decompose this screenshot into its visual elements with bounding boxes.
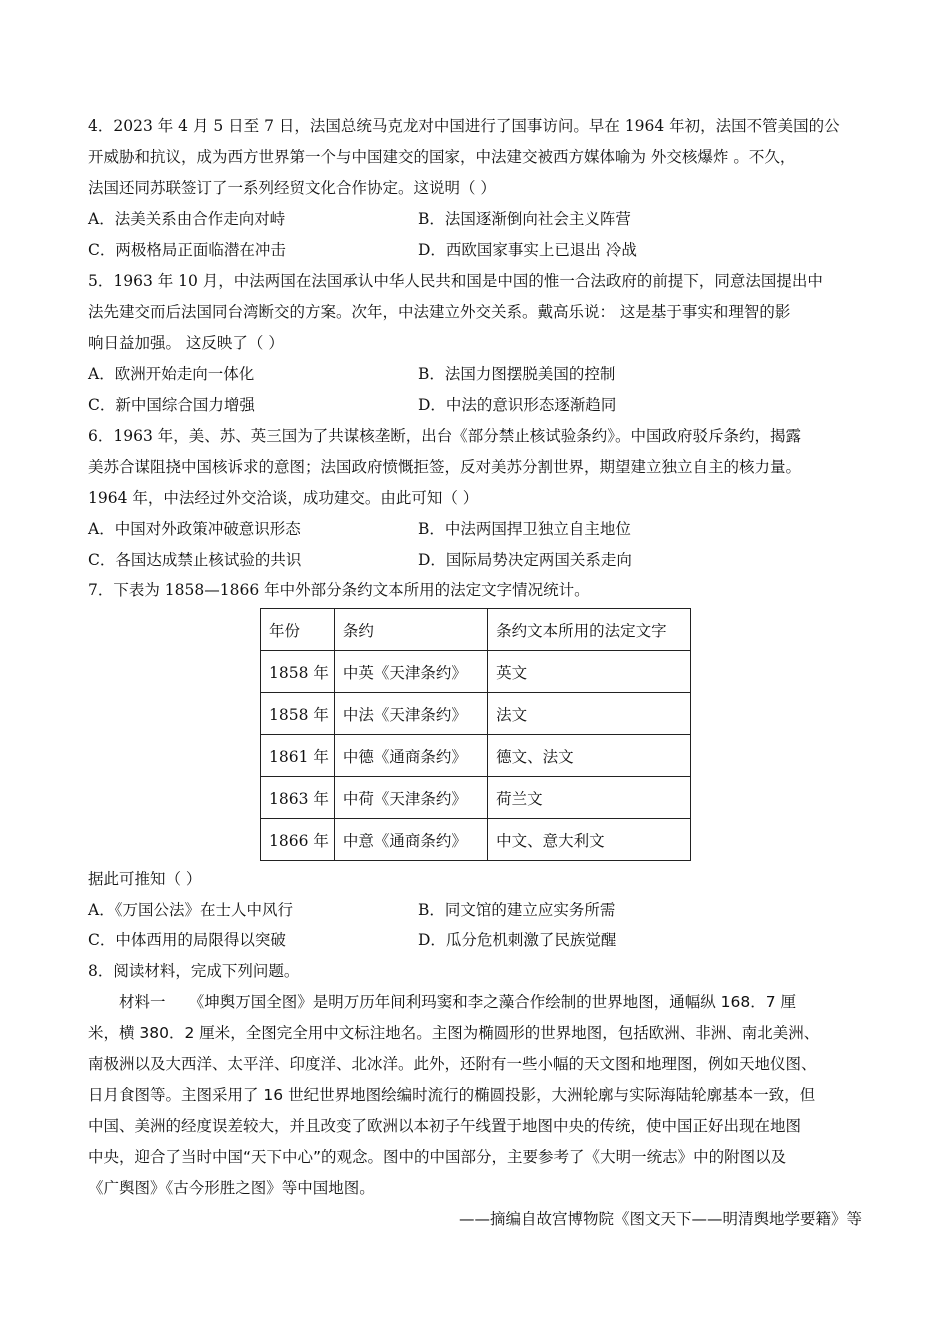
table-row — [261, 693, 691, 735]
q6-line-3: 1964 年，中法经过外交洽谈，成功建交。由此可知（ ） — [88, 489, 479, 507]
q6-option-d: D．国际局势决定两国关系走向 — [418, 551, 632, 569]
table-row — [261, 735, 691, 777]
table-header-year: 年份 — [261, 609, 335, 651]
q5-option-b: B．法国力图摆脱美国的控制 — [418, 365, 616, 383]
q5-line-3: 响日益加强。 这反映了（ ） — [88, 334, 284, 352]
q4-option-d: D．西欧国家事实上已退出 冷战 — [418, 241, 637, 259]
table-cell: 法文 — [488, 693, 691, 735]
q6-option-a: A．中国对外政策冲破意识形态 — [88, 520, 301, 538]
q7-option-c: C．中体西用的局限得以突破 — [88, 931, 286, 949]
table-cell: 中意《通商条约》 — [334, 819, 487, 861]
q8-material-line-3: 南极洲以及大西洋、太平洋、印度洋、北冰洋。此外，还附有一些小幅的天文图和地理图，例如天地仪图、 — [88, 1055, 817, 1073]
q4-option-b: B．法国逐渐倒向社会主义阵营 — [418, 210, 631, 228]
q8-material-line-2: 米，横 380．2 厘米，全图完全用中文标注地名。主图为椭圆形的世界地图，包括欧洲、非洲、南北美洲、 — [88, 1024, 820, 1042]
table-cell: 中荷《天津条约》 — [334, 777, 487, 819]
table-cell: 中文、意大利文 — [488, 819, 691, 861]
q5-option-c: C．新中国综合国力增强 — [88, 396, 255, 414]
q6-line-1: 6．1963 年，美、苏、英三国为了共谋核垄断，出台《部分禁止核试验条约》。中国政府驳斥条约，揭露 — [88, 427, 801, 445]
table-header-language: 条约文本所用的法定文字 — [488, 609, 691, 651]
table-cell: 中法《天津条约》 — [334, 693, 487, 735]
q8-material-line-4: 日月食图等。主图采用了 16 世纪世界地图绘编时流行的椭圆投影，大洲轮廓与实际海陆轮廓基本一致，但 — [88, 1086, 816, 1104]
q5-option-a: A．欧洲开始走向一体化 — [88, 365, 255, 383]
q4-option-c: C．两极格局正面临潜在冲击 — [88, 241, 286, 259]
table-header-row — [261, 609, 691, 651]
treaty-table — [260, 608, 691, 861]
table-row — [261, 777, 691, 819]
table-cell: 中德《通商条约》 — [334, 735, 487, 777]
table-cell: 1863 年 — [261, 777, 335, 819]
q8-material-line-1: 材料一 《坤舆万国全图》是明万历年间利玛窦和李之藻合作绘制的世界地图，通幅纵 168．7 厘 — [88, 993, 797, 1011]
q7-after-table: 据此可推知（ ） — [88, 870, 202, 888]
q8-material-line-5: 中国、美洲的经度误差较大，并且改变了欧洲以本初子午线置于地图中央的传统，使中国正好出现在地图 — [88, 1117, 802, 1135]
q7-option-a: A．《万国公法》在士人中风行 — [88, 901, 293, 919]
table-cell: 1861 年 — [261, 735, 335, 777]
q8-stem: 8．阅读材料，完成下列问题。 — [88, 962, 300, 980]
table-cell: 中英《天津条约》 — [334, 651, 487, 693]
table-cell: 1866 年 — [261, 819, 335, 861]
q4-option-a: A．法美关系由合作走向对峙 — [88, 210, 286, 228]
q5-option-d: D．中法的意识形态逐渐趋同 — [418, 396, 617, 414]
q7-stem: 7．下表为 1858—1866 年中外部分条约文本所用的法定文字情况统计。 — [88, 581, 590, 599]
q7-option-b: B．同文馆的建立应实务所需 — [418, 901, 616, 919]
table-cell: 德文、法文 — [488, 735, 691, 777]
q5-line-2: 法先建交而后法国同台湾断交的方案。次年，中法建立外交关系。戴高乐说： 这是基于事实和理智的影 — [88, 303, 791, 321]
table-cell: 荷兰文 — [488, 777, 691, 819]
q4-line-1: 4．2023 年 4 月 5 日至 7 日，法国总统马克龙对中国进行了国事访问。早在 1964 年初，法国不管美国的公 — [88, 117, 840, 135]
q6-option-b: B．中法两国捍卫独立自主地位 — [418, 520, 631, 538]
q5-line-1: 5．1963 年 10 月，中法两国在法国承认中华人民共和国是中国的惟一合法政府的前提下，同意法国提出中 — [88, 272, 823, 290]
table-cell: 1858 年 — [261, 693, 335, 735]
table-cell: 1858 年 — [261, 651, 335, 693]
q4-line-2: 开威胁和抗议，成为西方世界第一个与中国建交的国家，中法建交被西方媒体喻为 外交核爆炸 。不久， — [88, 148, 796, 166]
q8-source-citation: ——摘编自故宫博物院《图文天下——明清舆地学要籍》等 — [458, 1210, 862, 1228]
q7-option-d: D．瓜分危机刺激了民族觉醒 — [418, 931, 617, 949]
q8-material-line-6: 中央，迎合了当时中国“天下中心”的观念。图中的中国部分，主要参考了《大明一统志》中的附图以及 — [88, 1148, 787, 1166]
table-row — [261, 651, 691, 693]
q8-material-line-7: 《广舆图》《古今形胜之图》等中国地图。 — [88, 1179, 375, 1197]
q6-line-2: 美苏合谋阻挠中国核诉求的意图；法国政府愤慨拒签，反对美苏分割世界，期望建立独立自主的核力量。 — [88, 458, 802, 476]
table-row — [261, 819, 691, 861]
q4-line-3: 法国还同苏联签订了一系列经贸文化合作协定。这说明（ ） — [88, 179, 496, 197]
table-header-treaty: 条约 — [334, 609, 487, 651]
table-cell: 英文 — [488, 651, 691, 693]
q6-option-c: C．各国达成禁止核试验的共识 — [88, 551, 302, 569]
